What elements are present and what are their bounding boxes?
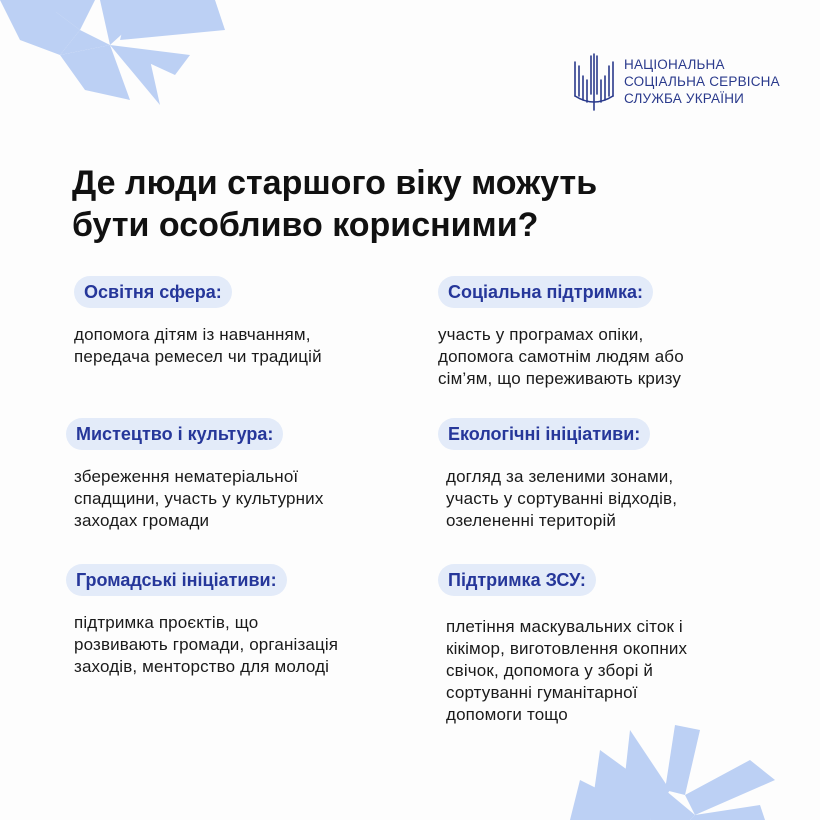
card-text-line: заходах громади [74, 511, 210, 530]
card-description [74, 612, 406, 678]
card-text-line: участь у програмах опіки, [438, 325, 644, 344]
card-description [446, 466, 778, 532]
card-text-line: свічок, допомога у зборі й [446, 661, 654, 680]
card-text-line: сортуванні гуманітарної [446, 683, 638, 702]
card-label: Підтримка ЗСУ: [438, 564, 596, 596]
card-art-culture [66, 418, 406, 532]
card-text-line: допомога дітям із навчанням, [74, 325, 311, 344]
card-text-line: розвивають громади, організація [74, 635, 339, 654]
title-line-1: Де люди старшого віку можуть [72, 164, 598, 202]
card-education [74, 276, 414, 368]
decorative-burst-top-left [0, 0, 250, 110]
card-text-line: допомоги тощо [446, 705, 568, 724]
card-label: Соціальна підтримка: [438, 276, 653, 308]
page-title [72, 162, 712, 246]
card-text-line: допомога самотнім людям або [438, 347, 684, 366]
card-text-line: догляд за зеленими зонами, [446, 467, 674, 486]
card-text-line: заходів, менторство для молоді [74, 657, 330, 676]
card-text-line: спадщини, участь у культурних [74, 489, 324, 508]
card-description [74, 324, 414, 368]
nssu-emblem-icon [572, 52, 616, 112]
nssu-logo [572, 52, 802, 112]
card-label: Мистецтво і культура: [66, 418, 283, 450]
card-text-line: озелененні територій [446, 511, 617, 530]
card-label: Екологічні ініціативи: [438, 418, 650, 450]
card-armed-forces-support [438, 564, 778, 726]
card-text-line: участь у сортуванні відходів, [446, 489, 678, 508]
card-label: Освітня сфера: [74, 276, 232, 308]
logo-line-2: СОЦІАЛЬНА СЕРВІСНА [624, 74, 780, 89]
logo-text [624, 56, 780, 107]
card-social-support [438, 276, 778, 390]
card-text-line: збереження нематеріальної [74, 467, 299, 486]
card-text-line: підтримка проєктів, що [74, 613, 259, 632]
card-text-line: передача ремесел чи традицій [74, 347, 322, 366]
card-text-line: кікімор, виготовлення окопних [446, 639, 688, 658]
card-label: Громадські ініціативи: [66, 564, 287, 596]
logo-line-3: СЛУЖБА УКРАЇНИ [624, 91, 745, 106]
card-eco-initiatives [438, 418, 778, 532]
card-text-line: плетіння маскувальних сіток і [446, 617, 683, 636]
card-description [438, 324, 778, 390]
card-description [74, 466, 406, 532]
logo-line-1: НАЦІОНАЛЬНА [624, 57, 725, 72]
title-line-2: бути особливо корисними? [72, 206, 539, 244]
card-text-line: сім’ям, що переживають кризу [438, 369, 682, 388]
decorative-burst-bottom-right [560, 720, 800, 820]
card-community-initiatives [66, 564, 406, 678]
card-description [446, 616, 778, 726]
